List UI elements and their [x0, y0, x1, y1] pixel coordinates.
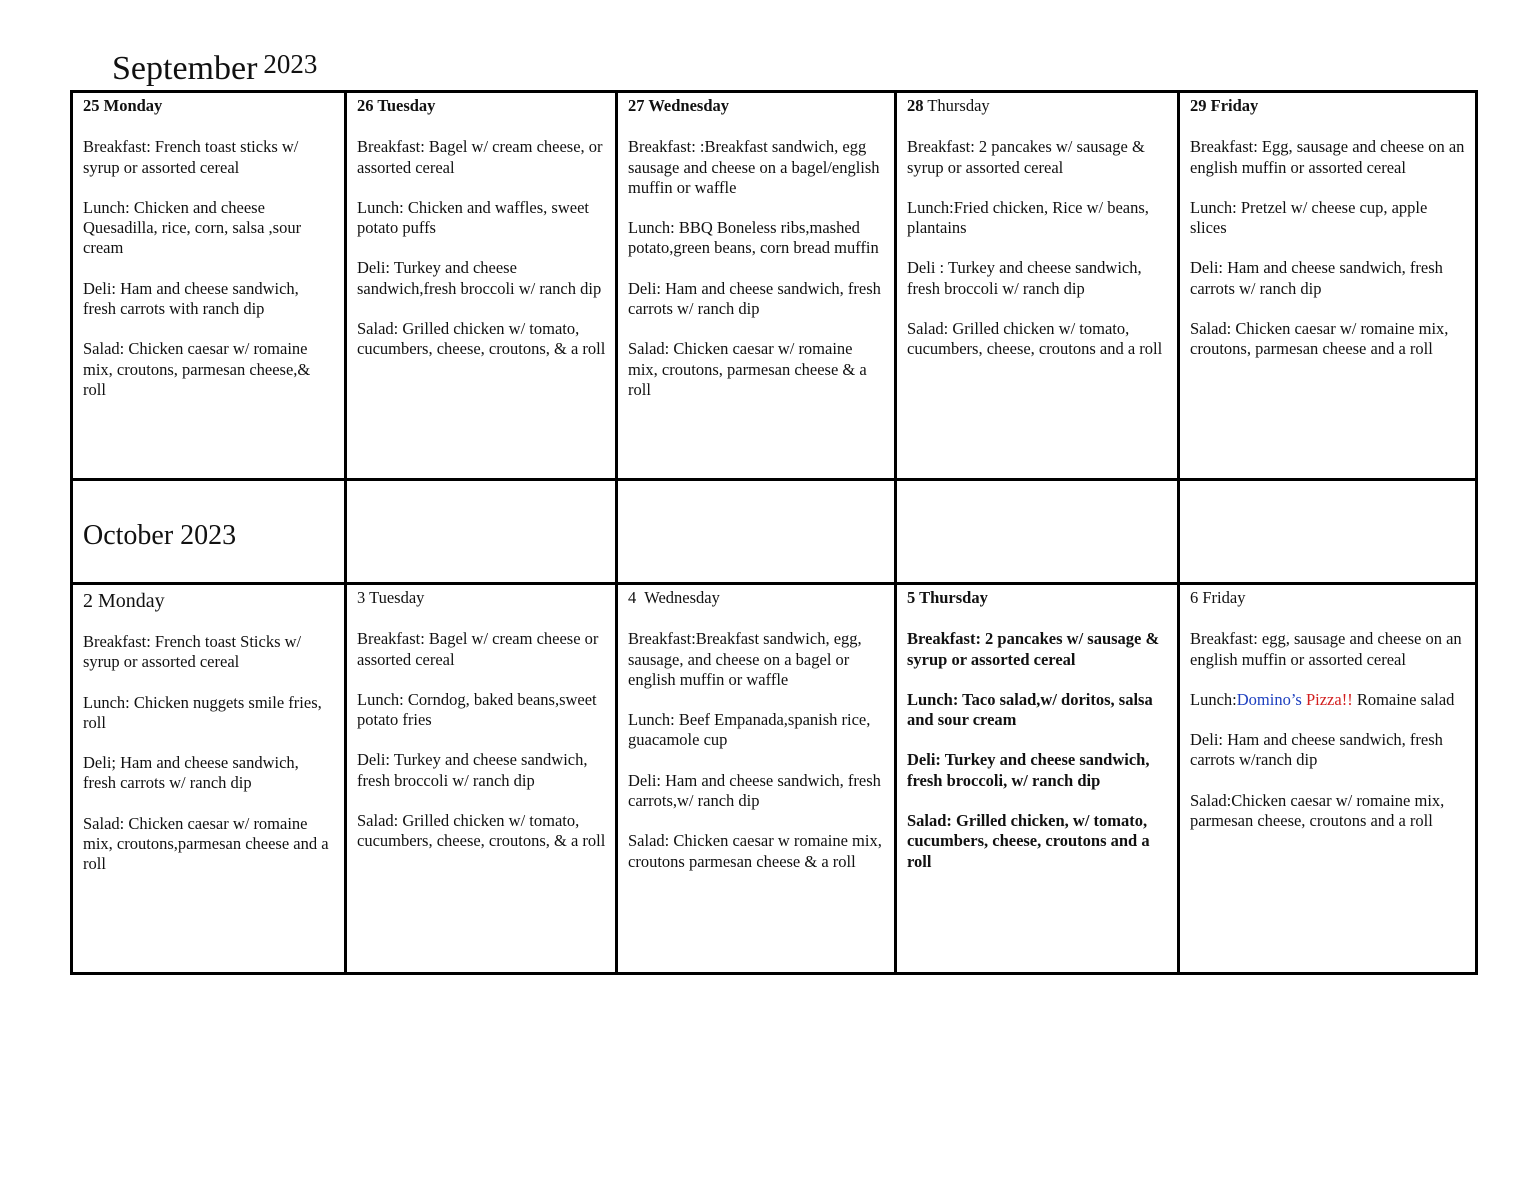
week-row-october — [72, 584, 1477, 974]
lunch-item: Lunch: Taco salad,w/ doritos, salsa and sour cream — [907, 689, 1153, 730]
day-header: 3 Tuesday — [357, 588, 425, 607]
empty-cell — [346, 480, 617, 584]
lunch-item: Lunch: Pretzel w/ cheese cup, apple slices — [1190, 197, 1428, 238]
lunch-item: Lunch: Chicken and cheese Quesadilla, rice, corn, salsa ,sour cream — [83, 197, 302, 258]
breakfast-item: Breakfast: egg, sausage and cheese on an english muffin or assorted cereal — [1190, 629, 1462, 669]
breakfast-item: Breakfast: Bagel w/ cream cheese or assorted cereal — [357, 629, 599, 669]
breakfast-item: Breakfast: 2 pancakes w/ sausage & syrup or assorted cereal — [907, 137, 1145, 177]
september-year: 2023 — [263, 49, 318, 79]
day-cell-oct-4 — [617, 584, 896, 974]
empty-cell — [896, 480, 1179, 584]
salad-item: Salad: Grilled chicken w/ tomato, cucumbers, cheese, croutons and a roll — [907, 319, 1163, 359]
empty-cell — [617, 480, 896, 584]
day-header: 2 Monday — [83, 590, 165, 612]
week-row-september — [72, 92, 1477, 480]
day-header: 27 Wednesday — [628, 96, 730, 115]
october-title: October 2023 — [83, 520, 237, 551]
salad-item: Salad: Grilled chicken, w/ tomato, cucumbers, cheese, croutons and a roll — [907, 811, 1150, 871]
salad-item: Salad: Chicken caesar w/ romaine mix, croutons,parmesan cheese and a roll — [83, 813, 329, 874]
dominos-text: Domino’s — [1236, 689, 1302, 709]
day-cell-sep-26 — [346, 92, 617, 480]
salad-item: Salad: Chicken caesar w/ romaine mix, croutons, parmesan cheese and a roll — [1190, 319, 1449, 359]
salad-item: Salad:Chicken caesar w/ romaine mix, parmesan cheese, croutons and a roll — [1190, 790, 1445, 831]
deli-item: Deli: Turkey and cheese sandwich,fresh broccoli w/ ranch dip — [357, 258, 602, 298]
lunch-rest: Romaine salad — [1356, 689, 1455, 709]
deli-item: Deli: Turkey and cheese sandwich, fresh broccoli, w/ ranch dip — [907, 750, 1150, 790]
day-header: 4 Wednesday — [628, 588, 720, 607]
salad-item: Salad: Chicken caesar w/ romaine mix, croutons, parmesan cheese & a roll — [628, 339, 867, 399]
deli-item: Deli: Ham and cheese sandwich, fresh carrots w/ ranch dip — [628, 278, 881, 319]
day-cell-oct-5 — [896, 584, 1179, 974]
day-cell-oct-3 — [346, 584, 617, 974]
day-header: 5 Thursday — [907, 588, 988, 607]
deli-item: Deli: Ham and cheese sandwich, fresh carrots,w/ ranch dip — [628, 770, 881, 811]
breakfast-item: Breakfast:Breakfast sandwich, egg, sausage, and cheese on a bagel or english muffin or waffle — [628, 629, 862, 689]
deli-item: Deli; Ham and cheese sandwich, fresh carrots w/ ranch dip — [83, 753, 299, 793]
day-cell-oct-2 — [72, 584, 346, 974]
lunch-item: Lunch:Fried chicken, Rice w/ beans, plantains — [907, 197, 1149, 238]
deli-item: Deli: Turkey and cheese sandwich, fresh broccoli w/ ranch dip — [357, 750, 588, 790]
breakfast-item: Breakfast: French toast sticks w/ syrup or assorted cereal — [83, 137, 299, 177]
salad-item: Salad: Grilled chicken w/ tomato, cucumbers, cheese, croutons, & a roll — [357, 811, 606, 851]
breakfast-item: Breakfast: Egg, sausage and cheese on an english muffin or assorted cereal — [1190, 137, 1465, 177]
lunch-item — [1190, 690, 1466, 710]
lunch-item: Lunch: Beef Empanada,spanish rice, guacamole cup — [628, 710, 871, 750]
salad-item: Salad: Grilled chicken w/ tomato, cucumbers, cheese, croutons, & a roll — [357, 319, 606, 359]
month-separator-row — [72, 480, 1477, 584]
september-title — [112, 50, 317, 89]
breakfast-item: Breakfast: Bagel w/ cream cheese, or assorted cereal — [357, 137, 603, 177]
salad-item: Salad: Chicken caesar w romaine mix, croutons parmesan cheese & a roll — [628, 831, 882, 871]
day-header: 6 Friday — [1190, 588, 1246, 607]
breakfast-item: Breakfast: 2 pancakes w/ sausage & syrup or assorted cereal — [907, 629, 1160, 669]
lunch-item: Lunch: Corndog, baked beans,sweet potato fries — [357, 689, 597, 730]
lunch-item: Lunch: BBQ Boneless ribs,mashed potato,green beans, corn bread muffin — [628, 218, 879, 258]
day-header: 25 Monday — [83, 96, 163, 115]
day-cell-sep-29 — [1179, 92, 1477, 480]
breakfast-item: Breakfast: :Breakfast sandwich, egg sausage and cheese on a bagel/english muffin or waffle — [628, 137, 880, 197]
breakfast-item: Breakfast: French toast Sticks w/ syrup or assorted cereal — [83, 632, 302, 672]
pizza-text: Pizza!! — [1305, 689, 1353, 709]
lunch-prefix: Lunch: — [1190, 689, 1237, 709]
october-title-cell — [72, 480, 346, 584]
day-cell-sep-25 — [72, 92, 346, 480]
day-cell-sep-28 — [896, 92, 1179, 480]
deli-item: Deli: Ham and cheese sandwich, fresh carrots w/ ranch dip — [1190, 258, 1443, 298]
deli-item: Deli: Ham and cheese sandwich, fresh carrots w/ranch dip — [1190, 730, 1443, 770]
lunch-item: Lunch: Chicken and waffles, sweet potato puffs — [357, 197, 589, 238]
salad-item: Salad: Chicken caesar w/ romaine mix, croutons, parmesan cheese,& roll — [83, 339, 311, 399]
september-month: September — [112, 50, 258, 87]
lunch-item: Lunch: Chicken nuggets smile fries, roll — [83, 692, 322, 732]
deli-item: Deli : Turkey and cheese sandwich, fresh broccoli w/ ranch dip — [907, 258, 1142, 298]
deli-item: Deli: Ham and cheese sandwich, fresh carrots with ranch dip — [83, 278, 299, 319]
day-cell-oct-6 — [1179, 584, 1477, 974]
day-header: 26 Tuesday — [357, 96, 436, 115]
empty-cell — [1179, 480, 1477, 584]
day-header: 29 Friday — [1190, 96, 1259, 115]
day-header: 28 Thursday — [907, 96, 990, 115]
menu-calendar — [70, 90, 1478, 975]
day-cell-sep-27 — [617, 92, 896, 480]
